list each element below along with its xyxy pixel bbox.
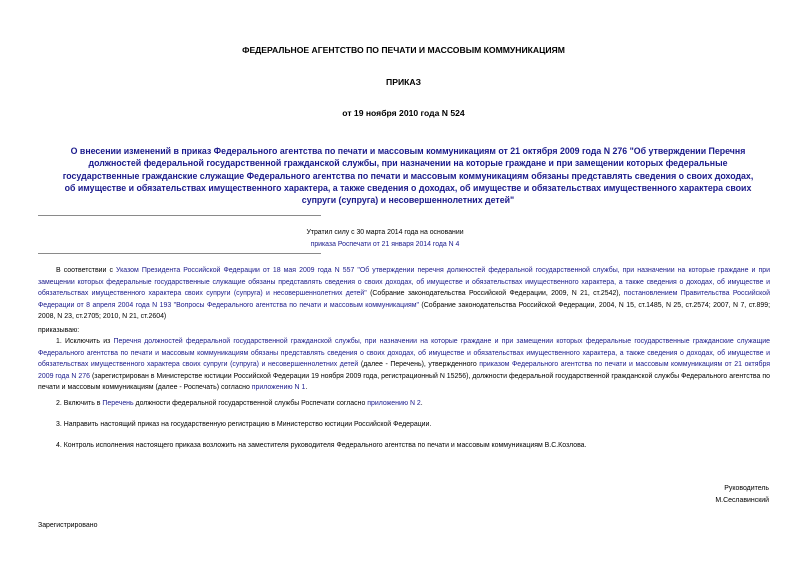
document-title: О внесении изменений в приказ Федерального агентства по печати и массовым коммуникациям от 21 октября 2009 года N 276 "Об утверждении Перечня должностей федеральной государственной гражданской службы, при назначении на которые граждане и при замещении которых федеральные государственные гражданские служащие Федерального агентства по печати и массовым коммуникациям обязаны представлять сведения о своих доходах, об имуществе и обязательствах имущественного характера, а также сведения о доходах, об имуществе и обязательствах имущественного характера своих супруги (супруга) и несовершеннолетних детей"	[62, 146, 754, 206]
item-1-link-list[interactable]: Перечня должностей федеральной государственной гражданской службы, при назначении на которые граждане и при замещении которых федеральные государственные гражданские служащие Федерального агентства по печати и массовым коммуникациям обязаны представлять сведения о своих доходах, об имуществе и обязательствах имущественного характера, а также сведения о доходах, об имуществе и обязательствах имущественного характера своих супруги (супруга) и несовершеннолетних детей	[38, 338, 770, 368]
item-4-text: 4. Контроль исполнения настоящего приказа возложить на заместителя руководителя Федерального агентства по печати и массовым коммуникациям В.С.Козлова.	[56, 442, 587, 449]
item-3	[38, 419, 770, 431]
item-3-text: 3. Направить настоящий приказ на государственную регистрацию в Министерство юстиции Российской Федерации.	[56, 421, 432, 428]
item-2-text-1: 2. Включить в	[56, 400, 103, 407]
divider-top	[38, 215, 321, 216]
item-1-link-order[interactable]: приказом Федерального агентства по печати и массовым коммуникациям от 21 октября 2009 года N 276	[38, 361, 770, 380]
item-2-text-2: должности федеральной государственной службы Роспечати согласно	[133, 400, 368, 407]
item-1-link-appendix[interactable]: приложению N 1	[251, 384, 306, 391]
status-note	[300, 227, 470, 251]
document-type: ПРИКАЗ	[386, 77, 421, 87]
item-2-link-list[interactable]: Перечень	[102, 400, 134, 407]
preamble-text-1: В соответствии с	[56, 267, 117, 274]
signature-block	[715, 483, 769, 506]
order-word: приказываю:	[38, 327, 80, 334]
signature-position: Руководитель	[724, 485, 769, 492]
preamble-link-decree[interactable]: Указом Президента Российской Федерации от 18 мая 2009 года N 557 "Об утверждении перечня должностей федеральной государственной службы, при назначении на которые граждане и при замещении которых федеральные государственные служащие обязаны представлять сведения о своих доходах, об имуществе и обязательствах имущественного характера, а также сведения о доходах, об имуществе и обязательствах имущественного характера своих супруги (супруга) и несовершеннолетних детей"	[38, 267, 770, 297]
document-date-number: от 19 ноября 2010 года N 524	[342, 108, 465, 118]
item-1-text-4: .	[305, 384, 308, 391]
item-1	[38, 336, 770, 394]
status-note-link[interactable]: приказа Роспечати от 21 января 2014 года N 4	[310, 241, 460, 248]
item-2-link-appendix[interactable]: приложению N 2	[367, 400, 421, 407]
preamble-text-2: (Собрание законодательства Российской Федерации, 2009, N 21, ст.2542),	[366, 290, 624, 297]
preamble-text-3: (Собрание законодательства Российской Федерации, 2004, N 15, ст.1485, N 25, ст.2574; 2007, N 7, ст.899; 2008, N 23, ст.2705; 2010, N 21, ст.2604)	[38, 301, 771, 320]
signature-name: М.Сеславинский	[715, 496, 769, 504]
item-2	[38, 398, 770, 410]
item-1-text-2: (далее - Перечень), утвержденного	[358, 361, 480, 368]
agency-name: ФЕДЕРАЛЬНОЕ АГЕНТСТВО ПО ПЕЧАТИ И МАССОВЫМ КОММУНИКАЦИЯМ	[242, 45, 565, 55]
status-note-text: Утратил силу с 30 марта 2014 года на основании	[306, 229, 464, 236]
preamble-link-resolution[interactable]: постановлением Правительства Российской Федерации от 8 апреля 2004 года N 193 "Вопросы Федерального агентства по печати и массовым коммуникациям"	[38, 290, 770, 309]
registration-note: Зарегистрировано	[38, 522, 98, 529]
item-1-text-1: 1. Исключить из	[56, 338, 114, 345]
item-4	[38, 440, 770, 452]
divider-bottom	[38, 253, 321, 254]
preamble-paragraph	[38, 265, 770, 323]
item-2-text-3: .	[420, 400, 423, 407]
item-1-text-3: (зарегистрирован в Министерстве юстиции Российской Федерации 19 ноября 2009 года, регистрационный N 15256), должности федеральной государственной гражданской службы Федерального агентства по печати и массовым коммуникациям (далее - Роспечать) согласно	[38, 372, 770, 391]
